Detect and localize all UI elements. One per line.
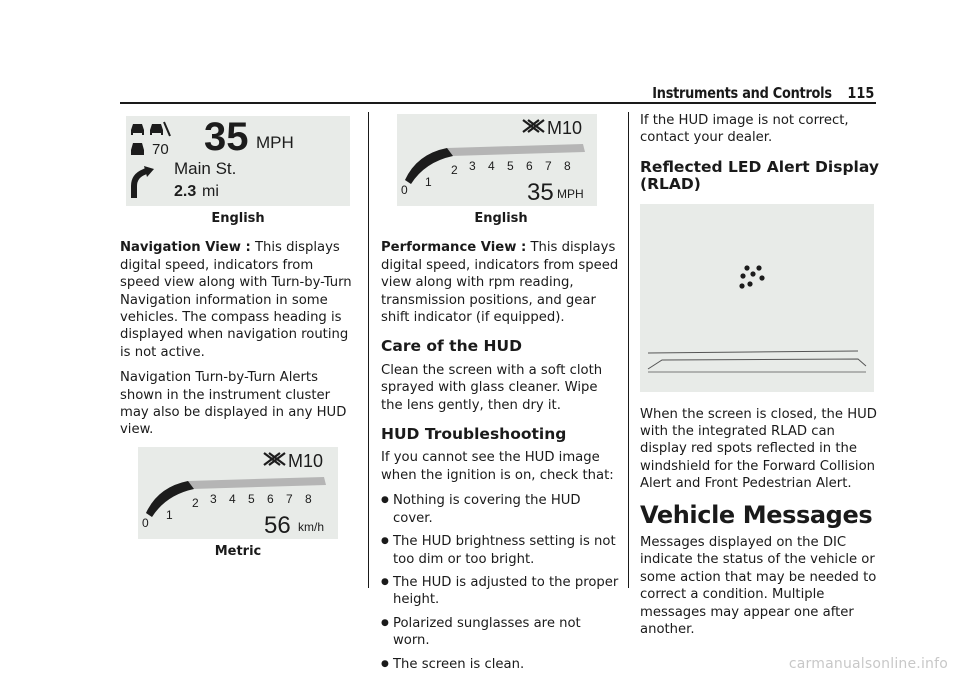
rpm-tick: 1 [166, 507, 173, 522]
nav-speed: 35 [204, 116, 249, 159]
figure-caption-english-2: English [474, 211, 528, 226]
rlad-illustration [640, 204, 874, 392]
figure-caption-english: English [211, 211, 265, 226]
troubleshooting-paragraph: If you cannot see the HUD image when the ignition is on, check that: [381, 450, 614, 483]
list-item: ● The screen is clean. [381, 656, 621, 673]
performance-view-label: Performance View : [381, 240, 527, 256]
navigation-view-text: This displays digital speed, indicators from speed view along with Turn-by-Turn Navigation information in some vehicles. The compass heading is displayed when navigation routing is not active. [120, 240, 352, 360]
distance-value: 2.3 [174, 183, 197, 200]
nav-speed-unit: MPH [256, 133, 294, 152]
rpm-tick: 0 [142, 515, 149, 530]
rpm-tick: 6 [267, 491, 274, 506]
nav-view-hud [126, 116, 350, 206]
rpm-tick: 4 [229, 491, 236, 506]
column-2 [381, 112, 621, 678]
rlad-figure [640, 204, 874, 392]
performance-figure [397, 114, 597, 206]
gear-shift-icon [523, 120, 544, 132]
contact-dealer-paragraph: If the HUD image is not correct, contact your dealer. [640, 113, 849, 146]
lane-car-icon [150, 122, 170, 136]
nav-view-figure [126, 116, 350, 206]
performance-speed-unit: MPH [557, 187, 584, 201]
rpm-tick: 2 [192, 495, 199, 510]
street-name: Main St. [174, 159, 237, 178]
performance-hud [397, 114, 597, 206]
rpm-tick: 2 [451, 163, 458, 177]
gear-shift-icon [264, 453, 285, 465]
navigation-view-label: Navigation View : [120, 240, 251, 256]
care-heading: Care of the HUD [381, 337, 522, 356]
column-divider-1 [368, 112, 369, 588]
metric-figure [138, 447, 338, 539]
compass-icon [131, 143, 144, 155]
care-paragraph: Clean the screen with a soft cloth sprayed with glass cleaner. Wipe the lens gently, then dry it. [381, 362, 603, 413]
vehicle-messages-paragraph: Messages displayed on the DIC indicate the status of the vehicle or some action that may be needed to correct a condition. Multiple messages may appear one after another. [640, 535, 877, 638]
navigation-view-paragraph [120, 239, 356, 361]
metric-gear: M10 [288, 450, 324, 471]
rpm-tick: 3 [469, 159, 476, 173]
rpm-tick: 1 [425, 175, 432, 189]
rpm-tick: 0 [401, 183, 408, 197]
rpm-tick: 5 [248, 491, 255, 506]
metric-hud [138, 447, 338, 539]
column-3 [640, 112, 880, 647]
rpm-tick: 7 [286, 491, 293, 506]
performance-view-text: This displays digital speed, indicators from speed view along with rpm reading, transmission positions, and gear shift indicator (if equipped). [381, 240, 619, 326]
performance-view-paragraph [381, 239, 621, 326]
performance-gear: M10 [547, 118, 583, 138]
metric-speed-unit: km/h [298, 519, 325, 534]
rlad-paragraph: When the screen is closed, the HUD with the integrated RLAD can display red spots reflected in the windshield for the Forward Collision Alert and Front Pedestrian Alert. [640, 406, 877, 492]
turn-by-turn-paragraph: Navigation Turn-by-Turn Alerts shown in the instrument cluster may also be displayed in any HUD view. [120, 370, 347, 438]
list-item: ● Polarized sunglasses are not worn. [381, 615, 621, 650]
rpm-tick: 3 [210, 491, 217, 506]
list-item: ● Nothing is covering the HUD cover. [381, 492, 621, 527]
compass-value: 70 [152, 141, 169, 158]
turn-arrow-icon [134, 170, 148, 198]
list-item: ● The HUD is adjusted to the proper height. [381, 574, 621, 609]
page-number: 115 [847, 84, 874, 102]
rpm-tick: 7 [545, 159, 552, 173]
footer-url[interactable]: carmanualsonline.info [788, 656, 948, 672]
troubleshooting-list [381, 492, 621, 673]
rpm-tick: 6 [526, 159, 533, 173]
list-item: ● The HUD brightness setting is not too dim or too bright. [381, 533, 621, 568]
rpm-tick: 8 [305, 491, 312, 506]
section-title: Instruments and Controls [652, 84, 832, 102]
column-1 [120, 112, 356, 572]
performance-speed: 35 [527, 179, 554, 206]
vehicle-messages-heading: Vehicle Messages [640, 500, 873, 529]
column-divider-2 [628, 112, 629, 588]
alert-dots-icon [739, 265, 764, 288]
rpm-tick: 5 [507, 159, 514, 173]
rpm-tick: 4 [488, 159, 495, 173]
rlad-heading: Reflected LED Alert Display (RLAD) [640, 157, 879, 194]
header-rule [120, 102, 876, 104]
troubleshooting-heading: HUD Troubleshooting [381, 425, 567, 444]
distance-unit: mi [202, 183, 219, 200]
figure-caption-metric: Metric [214, 543, 262, 559]
car-icon [131, 124, 144, 135]
metric-speed: 56 [264, 511, 291, 539]
rpm-tick: 8 [564, 159, 571, 173]
